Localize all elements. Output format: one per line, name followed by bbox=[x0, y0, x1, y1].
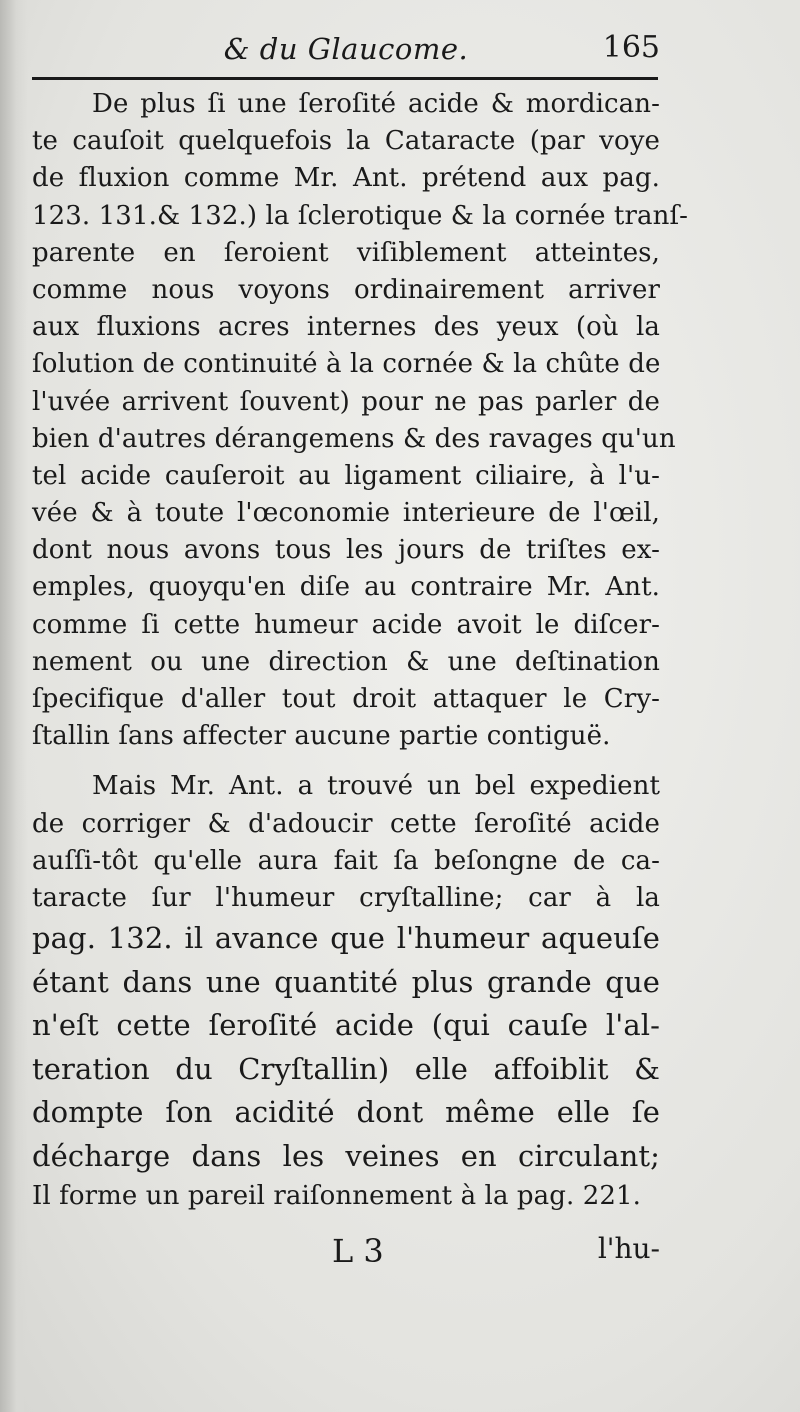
text-line: l'uvée arrivent ſouvent) pour ne pas parler de bbox=[32, 386, 660, 417]
text-line: te cauſoit quelquefois la Cataracte (par voye bbox=[32, 126, 660, 157]
text-line: comme ſi cette humeur acide avoit le diſcer- bbox=[32, 609, 660, 640]
text-line: n'eſt cette ſeroſité acide (qui cauſe l'al- bbox=[32, 1008, 660, 1043]
text-line: ſpecifique d'aller tout droit attaquer le Cry- bbox=[32, 684, 660, 714]
paragraph-1 bbox=[32, 86, 689, 755]
text-line: tel acide cauſeroit au ligament ciliaire, à l'u- bbox=[32, 460, 660, 491]
text-line: auſſi-tôt qu'elle aura fait ſa beſongne de ca- bbox=[32, 845, 660, 876]
page-number: 165 bbox=[602, 30, 660, 65]
text-line: emples, quoyqu'en diſe au contraire Mr. Ant. bbox=[32, 572, 660, 603]
catchword: l'hu- bbox=[597, 1232, 660, 1265]
text-line: teration du Cryſtallin) elle affoiblit & bbox=[32, 1051, 660, 1086]
text-line: De plus ſi une ſeroſité acide & mordican- bbox=[92, 89, 660, 119]
text-line: Il forme un pareil raiſonnement à la pag. 221. bbox=[32, 1181, 642, 1212]
text-line: ſtallin ſans affecter aucune partie contiguë. bbox=[32, 721, 611, 752]
paragraph-gap bbox=[32, 755, 660, 768]
text-line: ſolution de continuité à la cornée & la chûte de bbox=[32, 349, 661, 380]
text-line: vée & à toute l'œconomie interieure de l'œil, bbox=[32, 498, 660, 529]
text-line: pag. 132. il avance que l'humeur aqueuſe bbox=[32, 921, 660, 956]
text-line: de corriger & d'adoucir cette ſeroſité acide bbox=[32, 808, 660, 839]
text-line: parente en ſeroient viſiblement atteintes, bbox=[32, 237, 660, 268]
text-line: 123. 131.& 132.) la ſclerotique & la cornée tranſ- bbox=[32, 200, 689, 231]
page-header bbox=[32, 28, 660, 78]
paragraph-2 bbox=[32, 768, 660, 1215]
text-line: décharge dans les veines en circulant; bbox=[32, 1138, 660, 1173]
header-rule bbox=[32, 77, 658, 80]
text-line: taracte ſur l'humeur cryſtalline; car à la bbox=[32, 882, 660, 913]
text-line: Mais Mr. Ant. a trouvé un bel expedient bbox=[92, 771, 660, 802]
running-title: & du Glaucome. bbox=[223, 32, 469, 66]
text-line: nement ou une direction & une deſtination bbox=[32, 646, 660, 677]
body-text bbox=[32, 86, 689, 1215]
text-line: étant dans une quantité plus grande que bbox=[32, 964, 660, 999]
text-line: comme nous voyons ordinairement arriver bbox=[32, 274, 660, 305]
text-line: de fluxion comme Mr. Ant. prétend aux pag. bbox=[32, 163, 660, 194]
text-line: aux fluxions acres internes des yeux (où la bbox=[32, 312, 660, 343]
gutter-shadow bbox=[0, 0, 28, 1412]
text-line: bien d'autres dérangemens & des ravages qu'un bbox=[32, 423, 676, 454]
text-line: dompte ſon acidité dont même elle ſe bbox=[32, 1095, 660, 1130]
text-line: dont nous avons tous les jours de triſtes ex- bbox=[32, 535, 660, 566]
signature-mark: L 3 bbox=[332, 1232, 384, 1270]
